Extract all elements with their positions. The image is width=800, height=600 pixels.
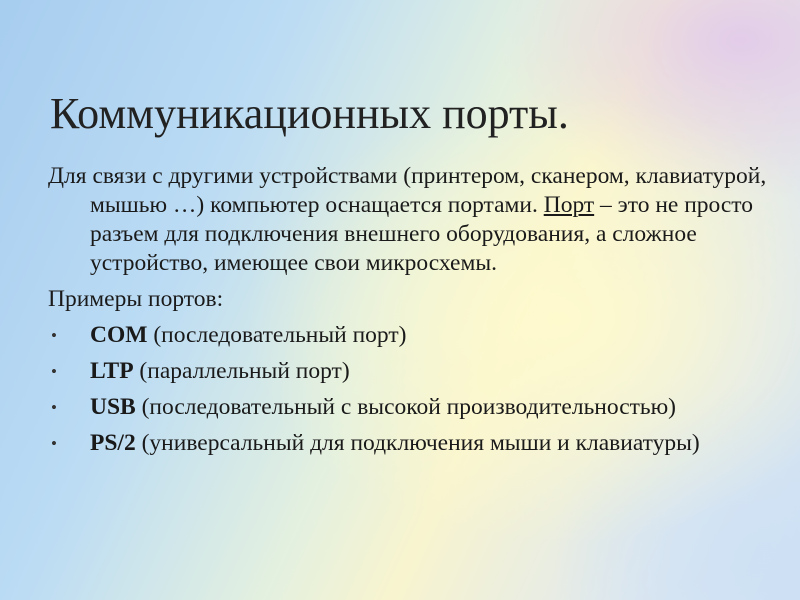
list-item xyxy=(48,321,768,350)
port-name: USB xyxy=(90,394,136,420)
bullet-icon: • xyxy=(51,398,57,417)
list-item xyxy=(48,429,768,458)
port-term: Порт xyxy=(543,192,595,218)
port-name: LTP xyxy=(90,358,134,384)
bullet-icon: • xyxy=(51,362,57,381)
examples-label: Примеры портов: xyxy=(48,286,224,312)
slide-title: Коммуникационных порты. xyxy=(50,89,569,138)
port-description: (универсальный для подключения мыши и клавиатуры) xyxy=(135,430,700,456)
port-name: PS/2 xyxy=(90,430,136,456)
list-item xyxy=(48,357,768,386)
intro-paragraph xyxy=(48,162,768,278)
bullet-icon: • xyxy=(51,326,57,345)
intro-text-end: – это не просто разъем для подключения внешнего оборудования, а сложное устройство, имеющее свои микросхемы. xyxy=(90,192,754,276)
port-description: (последовательный порт) xyxy=(147,322,407,348)
intro-text-start: Для связи с другими устройствами (принтером, сканером, клавиатурой, мышью …) компьютер оснащается портами. xyxy=(48,163,767,218)
slide-body xyxy=(48,162,768,465)
port-description: (последовательный с высокой производительностью) xyxy=(135,394,677,420)
bullet-icon: • xyxy=(51,434,57,453)
ports-list xyxy=(48,321,768,458)
port-description: (параллельный порт) xyxy=(133,358,350,384)
port-name: COM xyxy=(90,322,148,348)
list-item xyxy=(48,393,768,422)
